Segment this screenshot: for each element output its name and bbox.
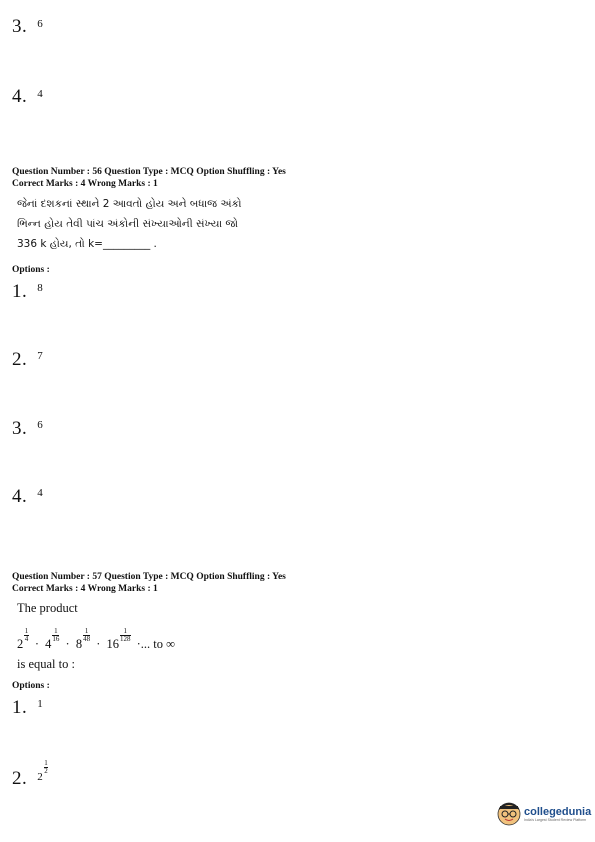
collegedunia-logo xyxy=(496,801,591,827)
logo-text: collegedunia xyxy=(524,806,592,818)
question-text-line: ભિન્ન હોય તેવી પાંચ અંકોની સંખ્યાઓની સંખ્યા જો xyxy=(17,218,238,230)
term-base: 2 xyxy=(37,771,43,783)
math-expression xyxy=(17,628,175,652)
option-number: 4. xyxy=(12,86,28,107)
expr-term xyxy=(106,627,134,651)
option-2 xyxy=(12,760,48,790)
option-2 xyxy=(12,349,43,371)
option-4 xyxy=(12,486,43,508)
question-56-meta xyxy=(12,166,286,190)
option-value xyxy=(37,759,48,783)
question-meta-line: Question Number : 56 Question Type : MCQ Option Shuffling : Yes xyxy=(12,167,286,177)
option-value: 7 xyxy=(37,350,43,362)
multiply-dot: · xyxy=(34,637,40,651)
option-number: 3. xyxy=(12,418,28,439)
term-exponent: 1 48 xyxy=(83,627,91,643)
term-base: 2 xyxy=(17,637,24,651)
marks-meta-line: Correct Marks : 4 Wrong Marks : 1 xyxy=(12,584,158,594)
expr-term xyxy=(75,627,93,651)
term-exponent: 1 128 xyxy=(120,627,131,643)
multiply-dot: · xyxy=(96,637,101,651)
question-text-line: જેનાં દશકનાં સ્થાને 2 આવતો હોય અને બધાજ અંકો xyxy=(17,198,242,210)
option-value: 4 xyxy=(37,88,43,100)
logo-tagline: India's Largest Student Review Platform xyxy=(524,818,587,822)
option-number: 4. xyxy=(12,486,28,507)
option-number: 3. xyxy=(12,16,28,37)
question-57-meta xyxy=(12,571,286,595)
option-4 xyxy=(12,86,43,108)
term-base: 4 xyxy=(45,637,52,651)
option-value: 6 xyxy=(37,18,43,30)
expr-term xyxy=(17,627,32,651)
mascot-icon xyxy=(496,801,522,827)
multiply-dot: · xyxy=(65,637,70,651)
question-text-line: The product xyxy=(17,601,78,615)
question-meta-line: Question Number : 57 Question Type : MCQ Option Shuffling : Yes xyxy=(12,572,286,582)
term-base: 8 xyxy=(75,637,83,651)
term-base: 16 xyxy=(106,637,120,651)
option-value: 1 xyxy=(37,698,43,710)
option-1 xyxy=(12,281,43,303)
option-3 xyxy=(12,418,43,440)
option-number: 2. xyxy=(12,349,28,370)
option-number: 2. xyxy=(12,768,28,789)
expr-term xyxy=(45,627,62,651)
question-56-text xyxy=(17,194,242,254)
option-value: 4 xyxy=(37,487,43,499)
option-value: 8 xyxy=(37,282,43,294)
options-label: Options : xyxy=(12,265,50,275)
term-exponent: 1 4 xyxy=(24,627,29,643)
question-text-line: is equal to : xyxy=(17,657,75,671)
option-1 xyxy=(12,697,43,719)
options-label: Options : xyxy=(12,681,50,691)
option-3 xyxy=(12,16,43,38)
term-exponent: 1 2 xyxy=(44,759,48,775)
term-exponent: 1 16 xyxy=(52,627,60,643)
option-number: 1. xyxy=(12,697,28,718)
option-value: 6 xyxy=(37,419,43,431)
marks-meta-line: Correct Marks : 4 Wrong Marks : 1 xyxy=(12,179,158,189)
option-number: 1. xyxy=(12,281,28,302)
question-text-line: 336 k હોય, તો k=_________ . xyxy=(17,238,157,250)
expr-tail: ·... to ∞ xyxy=(136,637,176,651)
